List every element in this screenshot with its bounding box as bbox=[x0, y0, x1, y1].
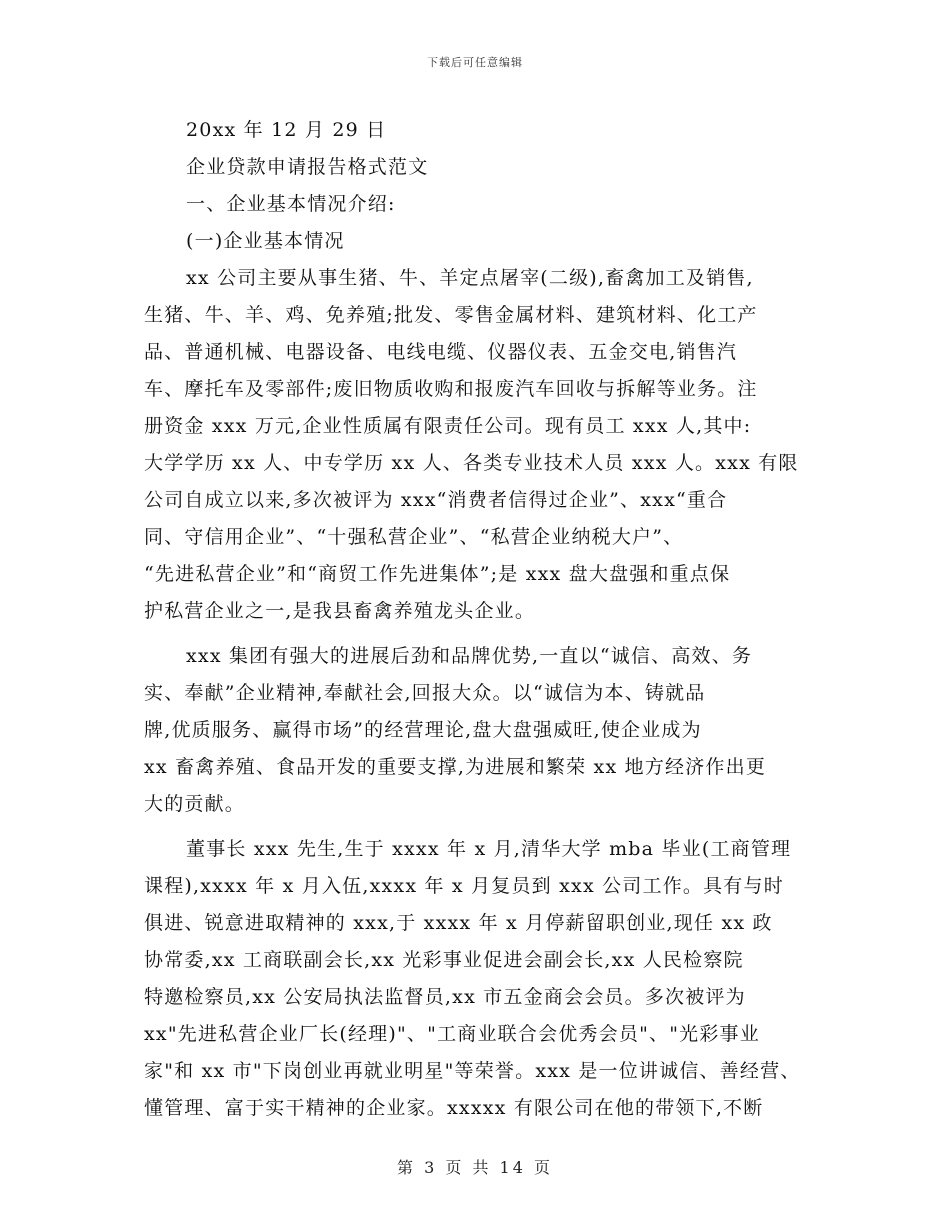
header-note: 下载后可任意编辑 bbox=[427, 56, 523, 69]
paragraph-gap bbox=[144, 630, 814, 638]
text-line: “先进私营企业”和“商贸工作先进集体”;是 xxx 盘大盘强和重点保 bbox=[144, 563, 731, 585]
subsection-heading: (一)企业基本情况 bbox=[186, 230, 345, 252]
text-line: 车、摩托车及零部件;废旧物质收购和报废汽车回收与拆解等业务。注 bbox=[144, 378, 758, 400]
text-line: 董事长 xxx 先生,生于 xxxx 年 x 月,清华大学 mba 毕业(工商管理 bbox=[186, 838, 792, 860]
page-number: 第 3 页 共 14 页 bbox=[397, 1158, 553, 1177]
text-line: 大学学历 xx 人、中专学历 xx 人、各类专业技术人员 xxx 人。xxx 有限 bbox=[144, 452, 799, 474]
paragraph-chairman-profile bbox=[144, 831, 814, 1127]
paragraph-group-advantages bbox=[144, 638, 814, 823]
text-line: 同、守信用企业”、“十强私营企业”、“私营企业纳税大户”、 bbox=[144, 526, 684, 548]
text-line: 大的贡献。 bbox=[144, 793, 246, 815]
text-line: 课程),xxxx 年 x 月入伍,xxxx 年 x 月复员到 xxx 公司工作。具有与时 bbox=[144, 875, 784, 897]
text-line: 协常委,xx 工商联副会长,xx 光彩事业促进会副会长,xx 人民检察院 bbox=[144, 949, 744, 971]
paragraph-company-overview bbox=[144, 260, 814, 630]
section-heading: 一、企业基本情况介绍: bbox=[186, 193, 396, 215]
text-line: 实、奉献”企业精神,奉献社会,回报大众。以“诚信为本、铸就品 bbox=[144, 682, 706, 704]
text-line: 护私营企业之一,是我县畜禽养殖龙头企业。 bbox=[144, 600, 536, 622]
document-title: 企业贷款申请报告格式范文 bbox=[186, 156, 429, 178]
text-line: xxx 集团有强大的进展后劲和品牌优势,一直以“诚信、高效、务 bbox=[186, 645, 753, 667]
text-line: xx"先进私营企业厂长(经理)"、"工商业联合会优秀会员"、"光彩事业 bbox=[144, 1023, 760, 1045]
text-line: 特邀检察员,xx 公安局执法监督员,xx 市五金商会会员。多次被评为 bbox=[144, 986, 746, 1008]
date-line: 20xx 年 12 月 29 日 bbox=[186, 119, 387, 141]
text-line: 俱进、锐意进取精神的 xxx,于 xxxx 年 x 月停薪留职创业,现任 xx 政 bbox=[144, 912, 773, 934]
text-line: 生猪、牛、羊、鸡、免养殖;批发、零售金属材料、建筑材料、化工产 bbox=[144, 304, 758, 326]
paragraph-gap bbox=[144, 823, 814, 831]
text-line: 品、普通机械、电器设备、电线电缆、仪器仪表、五金交电,销售汽 bbox=[144, 341, 738, 363]
text-line: 册资金 xxx 万元,企业性质属有限责任公司。现有员工 xxx 人,其中: bbox=[144, 415, 752, 437]
text-line: 牌,优质服务、赢得市场”的经营理论,盘大盘强威旺,使企业成为 bbox=[144, 719, 702, 741]
text-line: xx 公司主要从事生猪、牛、羊定点屠宰(二级),畜禽加工及销售, bbox=[186, 267, 754, 289]
text-line: xx 畜禽养殖、食品开发的重要支撑,为进展和繁荣 xx 地方经济作出更 bbox=[144, 756, 767, 778]
text-line: 公司自成立以来,多次被评为 xxx“消费者信得过企业”、xxx“重合 bbox=[144, 489, 728, 511]
text-line: 家"和 xx 市"下岗创业再就业明星"等荣誉。xxx 是一位讲诚信、善经营、 bbox=[144, 1060, 801, 1082]
document-body bbox=[144, 112, 814, 1127]
text-line: 懂管理、富于实干精神的企业家。xxxxx 有限公司在他的带领下,不断 bbox=[144, 1097, 764, 1119]
